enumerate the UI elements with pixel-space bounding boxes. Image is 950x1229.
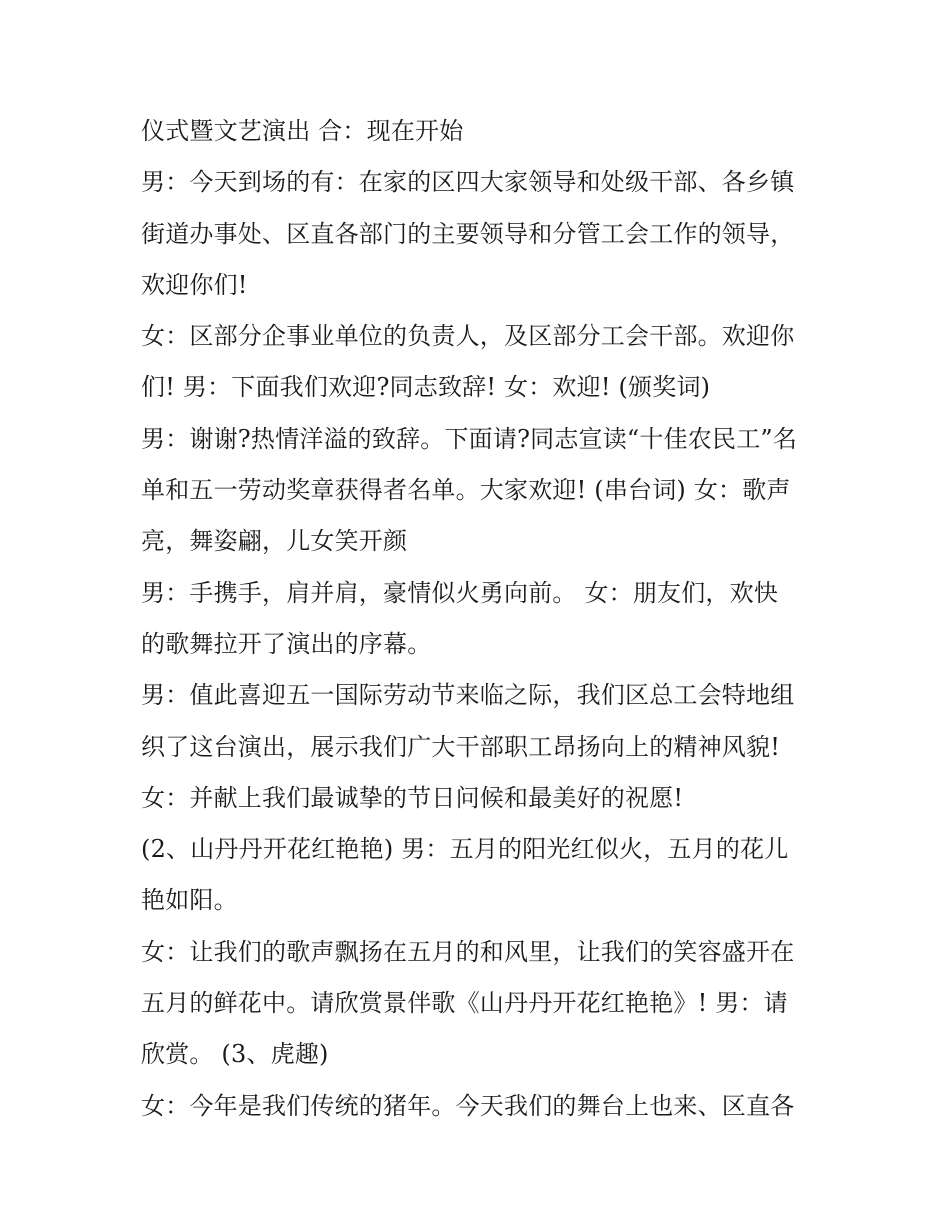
text-line: (2、山丹丹开花红艳艳) 男：五月的阳光红似火，五月的花儿	[141, 835, 789, 864]
text-line: 五月的鲜花中。请欣赏景伴歌《山丹丹开花红艳艳》! 男：请	[141, 989, 788, 1018]
text-line: 男：今天到场的有：在家的区四大家领导和处级干部、各乡镇	[141, 168, 795, 197]
text-line: 女：今年是我们传统的猪年。今天我们的舞台上也来、区直各	[141, 1091, 795, 1120]
text-line: 女：让我们的歌声飘扬在五月的和风里，让我们的笑容盛开在	[141, 937, 795, 966]
text-line: 街道办事处、区直各部门的主要领导和分管工会工作的领导，	[141, 219, 795, 248]
text-line: 女：并献上我们最诚挚的节日问候和最美好的祝愿!	[141, 783, 684, 812]
text-line: 女：区部分企事业单位的负责人，及区部分工会干部。欢迎你	[141, 322, 795, 351]
text-line: 男：谢谢?热情洋溢的致辞。下面请?同志宣读“十佳农民工”名	[141, 424, 798, 453]
text-line: 男：值此喜迎五一国际劳动节来临之际，我们区总工会特地组	[141, 681, 795, 710]
text-line: 欣赏。 (3、虎趣)	[141, 1040, 329, 1069]
text-line: 仪式暨文艺演出 合：现在开始	[141, 117, 464, 145]
document-body	[141, 106, 821, 1132]
text-line: 织了这台演出，展示我们广大干部职工昂扬向上的精神风貌!	[141, 732, 781, 761]
text-line: 们! 男：下面我们欢迎?同志致辞! 女：欢迎! (颁奖词)	[141, 373, 711, 402]
text-line: 单和五一劳动奖章获得者名单。大家欢迎! (串台词) 女：歌声	[141, 476, 791, 505]
text-line: 的歌舞拉开了演出的序幕。	[141, 629, 432, 658]
text-line: 欢迎你们!	[141, 270, 248, 299]
text-line: 男：手携手，肩并肩，豪情似火勇向前。 女：朋友们，欢快	[141, 578, 779, 607]
text-line: 亮，舞姿翩，儿女笑开颜	[141, 527, 408, 556]
text-line: 艳如阳。	[141, 886, 238, 915]
